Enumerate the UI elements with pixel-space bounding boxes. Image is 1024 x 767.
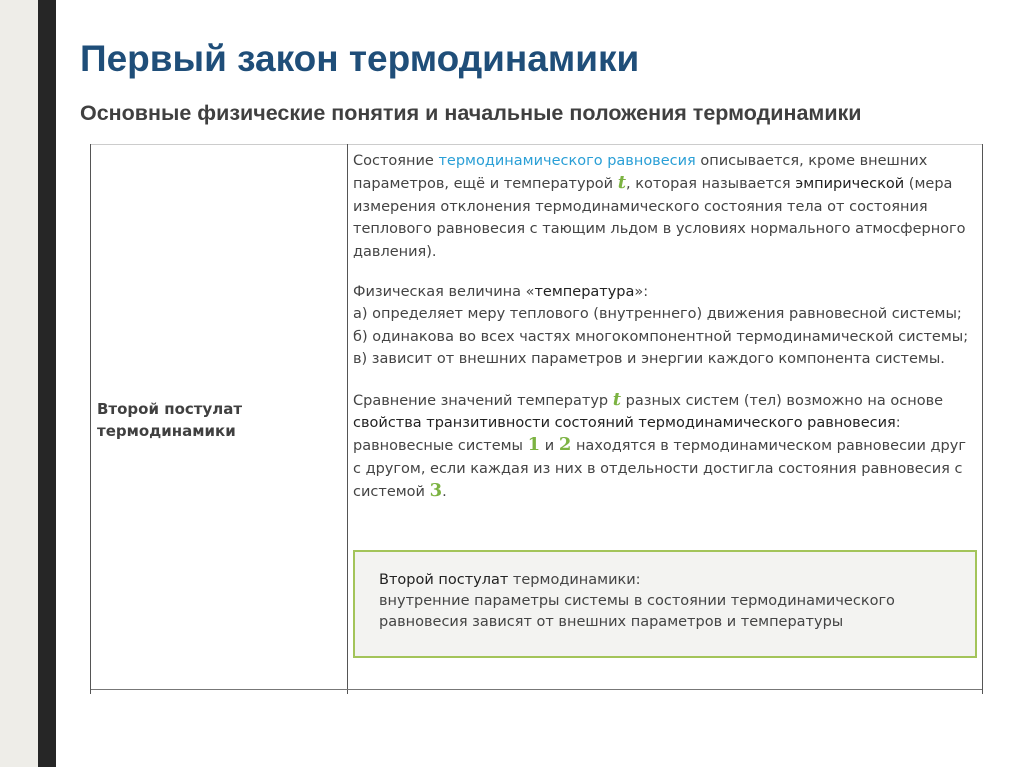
table-bottom-border — [91, 689, 982, 690]
link-thermodynamic-equilibrium[interactable]: термодинамического равновесия — [438, 153, 696, 169]
table-top-border — [91, 144, 982, 145]
note-head-term: Второй постулат — [379, 572, 509, 588]
left-accent-bar — [38, 0, 56, 767]
note-body: внутренние параметры системы в состоянии термодинамического равновесия зависят от внешних параметров и температуры — [379, 593, 895, 630]
system-number-1: 1 — [527, 434, 541, 456]
row-label — [97, 398, 327, 442]
system-number-2: 2 — [558, 434, 572, 456]
text: Сравнение значений температур — [353, 392, 613, 409]
row-label-line1: Второй постулат — [97, 400, 243, 418]
paragraph-transitivity — [353, 389, 973, 504]
row-content — [353, 150, 973, 522]
list-item-b: б) одинакова во всех частях многокомпонентной термодинамической системы; — [353, 328, 969, 345]
text: находятся в термодинамическом равновесии друг с другом, если каждая из них в отдельности достигла состояния равновесия с системой — [353, 438, 966, 501]
postulate-note-box — [353, 550, 977, 658]
text: Физическая величина « — [353, 284, 535, 301]
variable-t: t — [612, 388, 622, 410]
text: разных систем (тел) возможно на основе — [621, 392, 944, 409]
text: : равновесные системы — [353, 415, 901, 455]
term-empirical: эмпирической — [795, 176, 905, 193]
paragraph-temperature — [353, 281, 973, 371]
list-item-a: а) определяет меру теплового (внутреннего) движения равновесной системы; — [353, 306, 962, 323]
text: . — [442, 484, 447, 501]
list-item-c: в) зависит от внешних параметров и энергии каждого компонента системы. — [353, 351, 945, 368]
table-column-divider — [347, 144, 348, 694]
text: (мера измерения отклонения термодинамического состояния тела от состояния теплового равновесия с тающим льдом в условиях нормального атмосферного давления). — [353, 176, 966, 260]
text: и — [540, 438, 559, 455]
slide-title: Первый закон термодинамики — [80, 38, 640, 79]
system-number-3: 3 — [429, 480, 443, 502]
row-label-line2: термодинамики — [97, 422, 236, 440]
text: Состояние — [353, 153, 439, 169]
slide-subtitle: Основные физические понятия и начальные положения термодинамики — [80, 101, 862, 125]
text: , которая называется — [626, 176, 796, 193]
variable-t: t — [617, 172, 627, 194]
text: описывается, кроме внешних параметров, ещё и температурой — [353, 153, 928, 193]
text: »: — [634, 284, 649, 301]
content-table — [90, 144, 983, 694]
term-temperature: температура — [534, 284, 635, 301]
note-head-rest: термодинамики: — [508, 572, 641, 588]
paragraph-equilibrium — [353, 150, 973, 263]
term-transitivity: свойства транзитивности состояний термодинамического равновесия — [353, 415, 896, 432]
